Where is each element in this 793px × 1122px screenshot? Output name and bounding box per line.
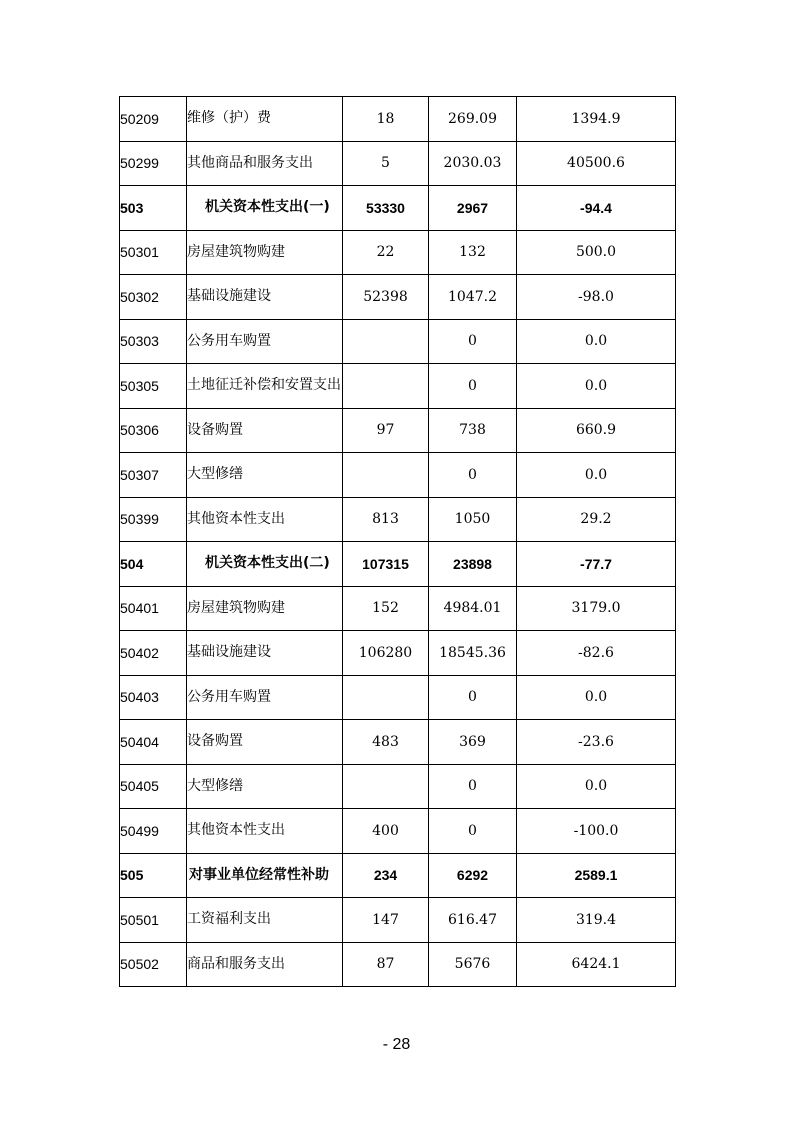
- row-value-2-cell: 6292: [429, 853, 517, 898]
- table-row: [120, 675, 676, 720]
- row-value-2-cell: 18545.36: [429, 631, 517, 676]
- row-value-2-cell: 1050: [429, 497, 517, 542]
- row-name-cell: 房屋建筑物购建: [187, 586, 343, 631]
- table-row: [120, 720, 676, 765]
- row-value-3-cell: 29.2: [517, 497, 676, 542]
- row-name-cell: 设备购置: [187, 720, 343, 765]
- row-name-cell: 机关资本性支出(一): [187, 186, 343, 231]
- row-code-cell: 50405: [120, 764, 187, 809]
- row-value-1-cell: [343, 675, 429, 720]
- row-code-cell: 50306: [120, 408, 187, 453]
- row-code-cell: 50404: [120, 720, 187, 765]
- row-code-cell: 50399: [120, 497, 187, 542]
- row-value-2-cell: 5676: [429, 942, 517, 987]
- row-name-cell: 维修（护）费: [187, 97, 343, 142]
- row-value-2-cell: 4984.01: [429, 586, 517, 631]
- table-row: [120, 542, 676, 587]
- row-code-cell: 50301: [120, 230, 187, 275]
- row-code-cell: 50299: [120, 141, 187, 186]
- row-value-1-cell: 234: [343, 853, 429, 898]
- table-row: [120, 230, 676, 275]
- row-name-cell: 房屋建筑物购建: [187, 230, 343, 275]
- row-name-cell: 其他资本性支出: [187, 809, 343, 854]
- row-value-3-cell: 0.0: [517, 364, 676, 409]
- row-value-3-cell: 2589.1: [517, 853, 676, 898]
- table-row: [120, 853, 676, 898]
- row-name-cell: 大型修缮: [187, 453, 343, 498]
- row-value-1-cell: 18: [343, 97, 429, 142]
- row-value-1-cell: 87: [343, 942, 429, 987]
- row-value-3-cell: 6424.1: [517, 942, 676, 987]
- table-row: [120, 275, 676, 320]
- row-value-1-cell: 97: [343, 408, 429, 453]
- row-name-cell: 工资福利支出: [187, 898, 343, 943]
- table-row: [120, 898, 676, 943]
- row-value-1-cell: 400: [343, 809, 429, 854]
- row-code-cell: 50209: [120, 97, 187, 142]
- table-row: [120, 408, 676, 453]
- row-value-1-cell: 53330: [343, 186, 429, 231]
- row-name-cell: 大型修缮: [187, 764, 343, 809]
- row-name-cell: 公务用车购置: [187, 675, 343, 720]
- row-value-1-cell: 147: [343, 898, 429, 943]
- row-name-cell: 基础设施建设: [187, 631, 343, 676]
- row-value-2-cell: 2967: [429, 186, 517, 231]
- row-value-1-cell: 152: [343, 586, 429, 631]
- row-value-3-cell: 0.0: [517, 453, 676, 498]
- row-name-cell: 其他资本性支出: [187, 497, 343, 542]
- row-value-2-cell: 269.09: [429, 97, 517, 142]
- row-value-3-cell: 319.4: [517, 898, 676, 943]
- table-row: [120, 764, 676, 809]
- table-row: [120, 319, 676, 364]
- row-value-2-cell: 2030.03: [429, 141, 517, 186]
- row-value-2-cell: 738: [429, 408, 517, 453]
- row-code-cell: 504: [120, 542, 187, 587]
- row-code-cell: 50499: [120, 809, 187, 854]
- table-row: [120, 364, 676, 409]
- row-value-3-cell: 0.0: [517, 675, 676, 720]
- row-value-1-cell: 52398: [343, 275, 429, 320]
- budget-table-body: [120, 97, 676, 987]
- row-value-2-cell: 369: [429, 720, 517, 765]
- row-value-3-cell: -100.0: [517, 809, 676, 854]
- row-name-cell: 设备购置: [187, 408, 343, 453]
- row-code-cell: 50501: [120, 898, 187, 943]
- row-value-2-cell: 0: [429, 764, 517, 809]
- table-row: [120, 453, 676, 498]
- row-value-2-cell: 0: [429, 453, 517, 498]
- row-value-2-cell: 0: [429, 675, 517, 720]
- row-value-2-cell: 0: [429, 364, 517, 409]
- row-name-cell: 公务用车购置: [187, 319, 343, 364]
- row-value-2-cell: 132: [429, 230, 517, 275]
- row-name-cell: 商品和服务支出: [187, 942, 343, 987]
- row-value-1-cell: [343, 764, 429, 809]
- row-value-3-cell: -77.7: [517, 542, 676, 587]
- table-row: [120, 186, 676, 231]
- row-value-2-cell: 1047.2: [429, 275, 517, 320]
- row-value-1-cell: 22: [343, 230, 429, 275]
- row-value-1-cell: 813: [343, 497, 429, 542]
- row-code-cell: 50305: [120, 364, 187, 409]
- page-number: - 28: [382, 1036, 411, 1053]
- row-code-cell: 50302: [120, 275, 187, 320]
- row-name-cell: 其他商品和服务支出: [187, 141, 343, 186]
- row-value-1-cell: [343, 364, 429, 409]
- row-code-cell: 50403: [120, 675, 187, 720]
- table-row: [120, 631, 676, 676]
- row-value-3-cell: -23.6: [517, 720, 676, 765]
- row-value-2-cell: 0: [429, 319, 517, 364]
- row-value-2-cell: 616.47: [429, 898, 517, 943]
- table-row: [120, 497, 676, 542]
- row-code-cell: 505: [120, 853, 187, 898]
- row-value-1-cell: 483: [343, 720, 429, 765]
- row-value-3-cell: 3179.0: [517, 586, 676, 631]
- row-value-3-cell: 40500.6: [517, 141, 676, 186]
- row-code-cell: 50402: [120, 631, 187, 676]
- table-row: [120, 942, 676, 987]
- row-value-1-cell: 5: [343, 141, 429, 186]
- row-value-3-cell: 660.9: [517, 408, 676, 453]
- table-row: [120, 809, 676, 854]
- row-value-1-cell: 106280: [343, 631, 429, 676]
- budget-table: [119, 96, 676, 987]
- row-name-cell: 基础设施建设: [187, 275, 343, 320]
- table-row: [120, 141, 676, 186]
- row-value-3-cell: 500.0: [517, 230, 676, 275]
- row-code-cell: 50401: [120, 586, 187, 631]
- row-value-2-cell: 23898: [429, 542, 517, 587]
- row-code-cell: 50303: [120, 319, 187, 364]
- row-code-cell: 50502: [120, 942, 187, 987]
- row-value-3-cell: 0.0: [517, 764, 676, 809]
- row-value-3-cell: 1394.9: [517, 97, 676, 142]
- row-value-3-cell: -94.4: [517, 186, 676, 231]
- row-value-2-cell: 0: [429, 809, 517, 854]
- row-name-cell: 土地征迁补偿和安置支出: [187, 364, 343, 409]
- table-row: [120, 586, 676, 631]
- row-value-3-cell: 0.0: [517, 319, 676, 364]
- table-row: [120, 97, 676, 142]
- row-value-3-cell: -98.0: [517, 275, 676, 320]
- row-name-cell: 机关资本性支出(二): [187, 542, 343, 587]
- row-value-1-cell: [343, 453, 429, 498]
- row-value-1-cell: 107315: [343, 542, 429, 587]
- row-name-cell: 对事业单位经常性补助: [187, 853, 343, 898]
- row-code-cell: 503: [120, 186, 187, 231]
- row-code-cell: 50307: [120, 453, 187, 498]
- row-value-1-cell: [343, 319, 429, 364]
- row-value-3-cell: -82.6: [517, 631, 676, 676]
